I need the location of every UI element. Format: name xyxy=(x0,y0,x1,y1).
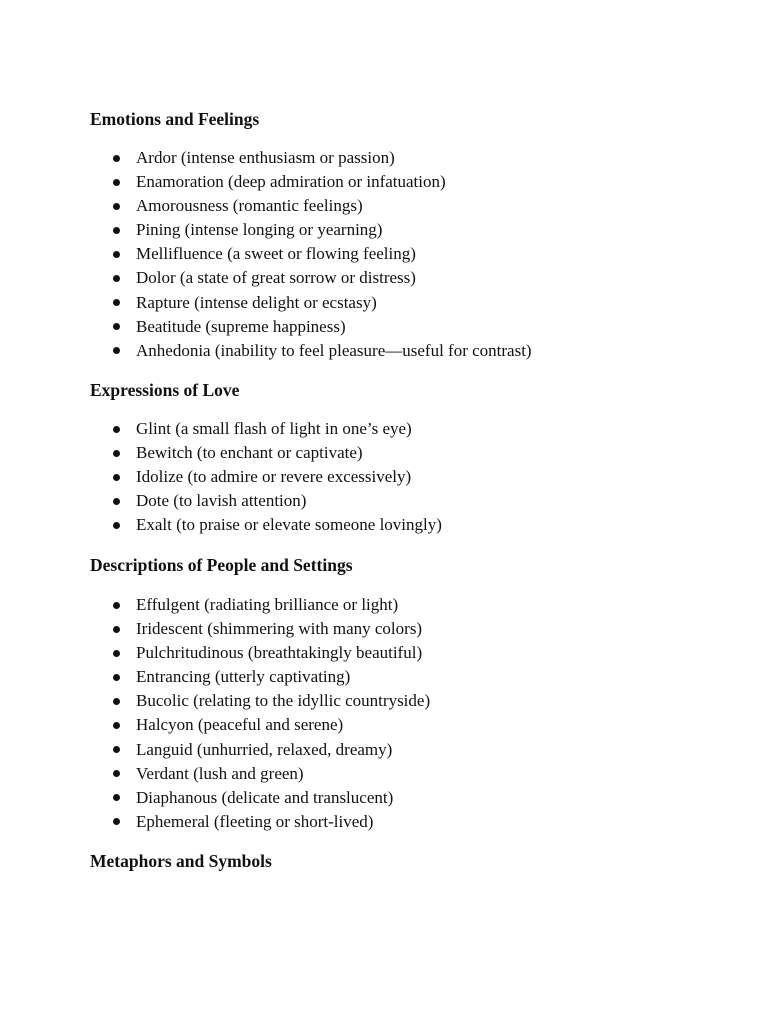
bullet-icon xyxy=(113,770,120,777)
list-item-text: Verdant (lush and green) xyxy=(136,763,304,783)
list-item-text: Dolor (a state of great sorrow or distress) xyxy=(136,268,416,288)
list-item-text: Ephemeral (fleeting or short-lived) xyxy=(136,811,374,831)
bullet-icon xyxy=(113,227,120,234)
bullet-icon xyxy=(113,626,120,633)
list-item-text: Idolize (to admire or revere excessively) xyxy=(136,467,412,487)
bullet-icon xyxy=(113,323,120,330)
list-item-text: Mellifluence (a sweet or flowing feeling) xyxy=(136,244,416,264)
section-heading-descriptions-of-people-and-settings: Descriptions of People and Settings xyxy=(90,555,353,575)
list-item-text: Beatitude (supreme happiness) xyxy=(136,316,346,336)
bullet-icon xyxy=(113,818,120,825)
section-heading-metaphors-and-symbols: Metaphors and Symbols xyxy=(90,851,272,871)
list-item-text: Languid (unhurried, relaxed, dreamy) xyxy=(136,739,393,759)
list-item-text: Pulchritudinous (breathtakingly beautiful) xyxy=(136,643,423,663)
list-item-text: Amorousness (romantic feelings) xyxy=(136,196,363,216)
list-item-text: Iridescent (shimmering with many colors) xyxy=(136,619,423,639)
bullet-icon xyxy=(113,650,120,657)
bullet-icon xyxy=(113,746,120,753)
bullet-icon xyxy=(113,275,120,282)
bullet-icon xyxy=(113,474,120,481)
bullet-icon xyxy=(113,251,120,258)
list-item-text: Anhedonia (inability to feel pleasure—useful for contrast) xyxy=(136,340,532,360)
bullet-icon xyxy=(113,522,120,529)
bullet-icon xyxy=(113,602,120,609)
list-item-text: Pining (intense longing or yearning) xyxy=(136,220,383,240)
bullet-icon xyxy=(113,155,120,162)
list-item-text: Glint (a small flash of light in one’s eye) xyxy=(136,419,412,438)
bullet-icon xyxy=(113,450,120,457)
bullet-icon xyxy=(113,426,120,433)
list-item-text: Rapture (intense delight or ecstasy) xyxy=(136,292,377,312)
bullet-icon xyxy=(113,203,120,210)
bullet-icon xyxy=(113,179,120,186)
section-heading-expressions-of-love: Expressions of Love xyxy=(90,380,240,400)
bullet-icon xyxy=(113,299,120,306)
list-item-text: Dote (to lavish attention) xyxy=(136,491,307,511)
bullet-icon xyxy=(113,722,120,729)
list-item-text: Bucolic (relating to the idyllic countryside) xyxy=(136,691,431,711)
list-item-text: Effulgent (radiating brilliance or light) xyxy=(136,595,399,614)
bullet-icon xyxy=(113,498,120,505)
bullet-icon xyxy=(113,794,120,801)
bullet-icon xyxy=(113,698,120,705)
list-item-text: Exalt (to praise or elevate someone lovingly) xyxy=(136,515,442,535)
bullet-icon xyxy=(113,674,120,681)
list-item-text: Diaphanous (delicate and translucent) xyxy=(136,787,394,807)
bullet-icon xyxy=(113,347,120,354)
list-item-text: Ardor (intense enthusiasm or passion) xyxy=(136,148,395,167)
list-item-text: Entrancing (utterly captivating) xyxy=(136,667,351,687)
section-heading-emotions-and-feelings: Emotions and Feelings xyxy=(90,109,260,129)
list-item-text: Bewitch (to enchant or captivate) xyxy=(136,443,363,463)
list-item-text: Halcyon (peaceful and serene) xyxy=(136,715,344,735)
list-item-text: Enamoration (deep admiration or infatuation) xyxy=(136,172,446,192)
